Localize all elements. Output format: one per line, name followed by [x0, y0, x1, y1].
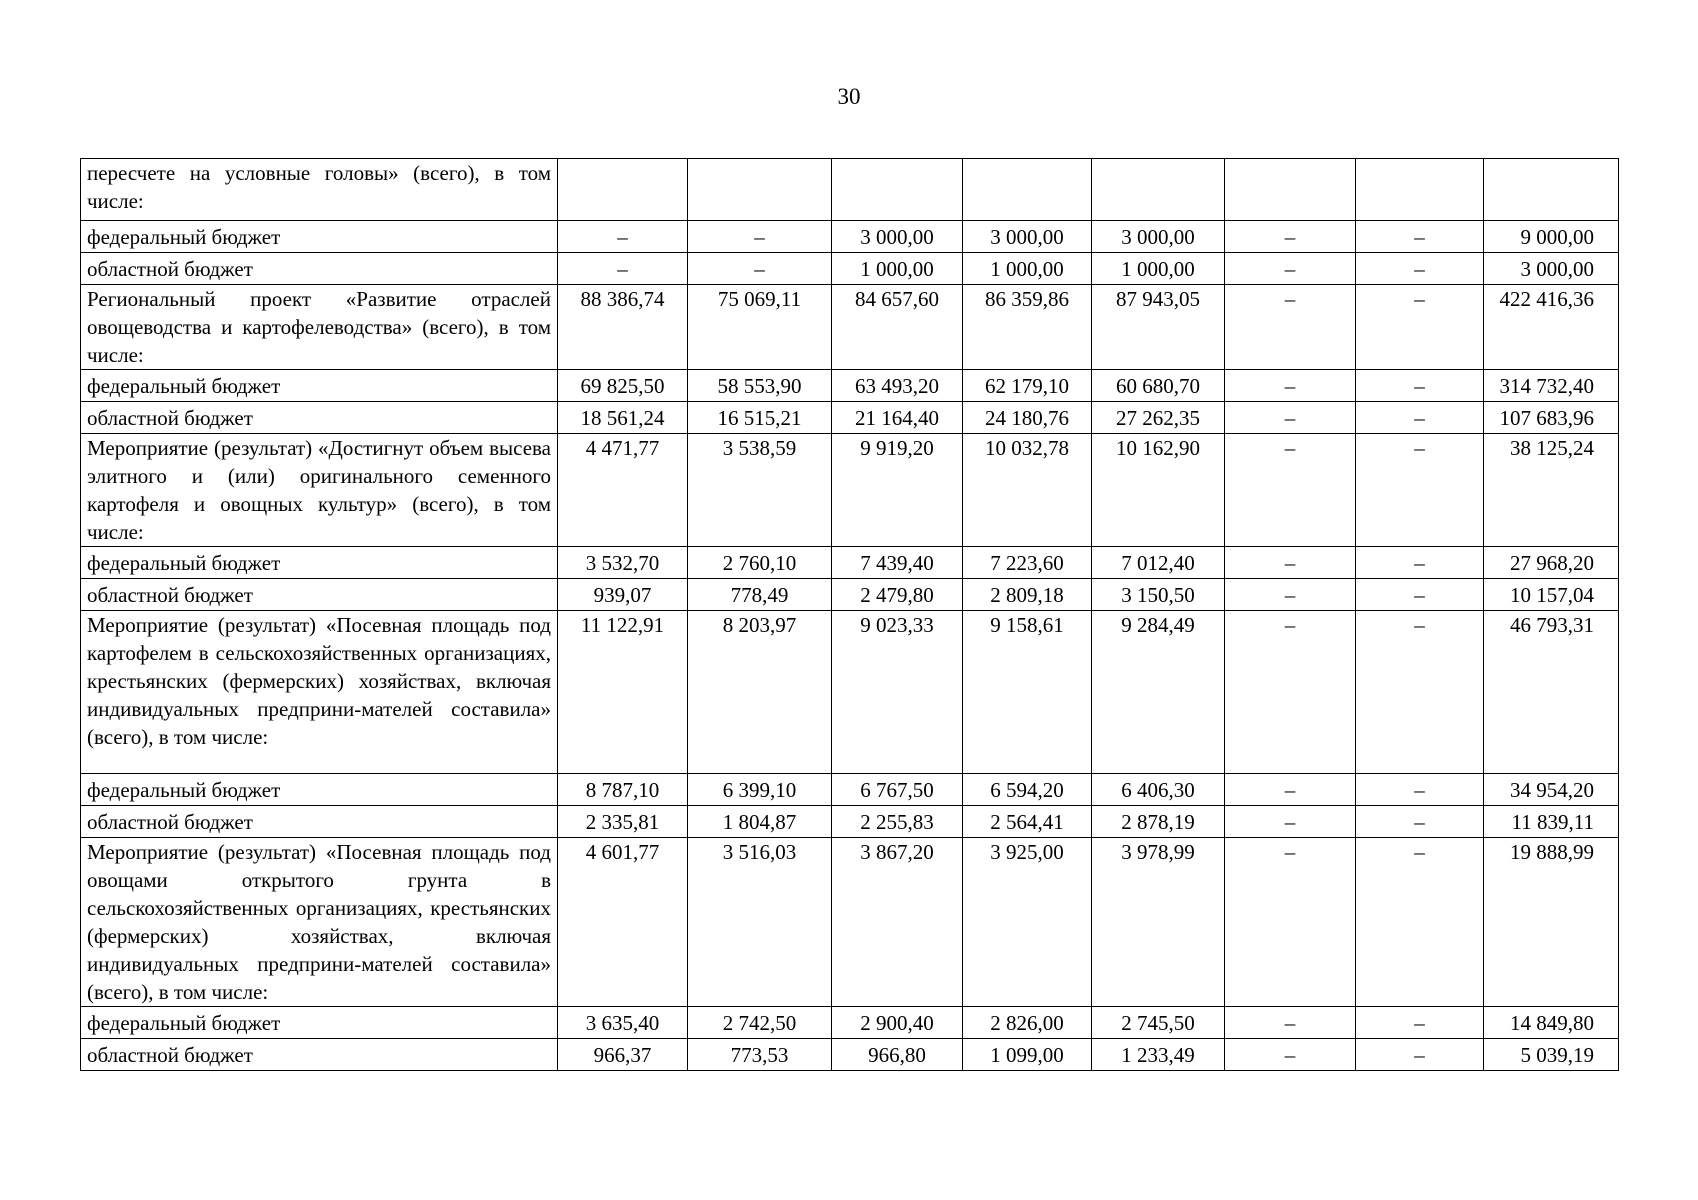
- table-row-section: [81, 611, 1619, 774]
- row-label: областной бюджет: [81, 402, 558, 434]
- value-cell: 87 943,05: [1092, 285, 1225, 370]
- value-cell: [558, 159, 688, 221]
- value-cell: 3 516,03: [688, 838, 832, 1007]
- value-cell: –: [1225, 253, 1356, 285]
- value-cell: –: [558, 221, 688, 253]
- value-cell: 69 825,50: [558, 370, 688, 402]
- value-cell: –: [1225, 434, 1356, 547]
- value-cell: –: [1225, 221, 1356, 253]
- table-row-budget: [81, 547, 1619, 579]
- row-label: федеральный бюджет: [81, 547, 558, 579]
- value-cell: –: [688, 253, 832, 285]
- value-cell: 9 023,33: [832, 611, 963, 774]
- value-cell: [1225, 159, 1356, 221]
- value-cell: 2 809,18: [963, 579, 1092, 611]
- value-cell: 9 284,49: [1092, 611, 1225, 774]
- value-cell: –: [1225, 838, 1356, 1007]
- value-cell: 27 262,35: [1092, 402, 1225, 434]
- value-cell: 1 099,00: [963, 1039, 1092, 1071]
- value-cell: –: [1225, 774, 1356, 806]
- value-cell: –: [1225, 547, 1356, 579]
- value-cell: 8 203,97: [688, 611, 832, 774]
- value-cell: –: [1356, 806, 1484, 838]
- value-cell: 6 767,50: [832, 774, 963, 806]
- value-cell: –: [1356, 547, 1484, 579]
- value-cell: [963, 159, 1092, 221]
- value-cell: 966,80: [832, 1039, 963, 1071]
- table-row-budget: [81, 253, 1619, 285]
- value-cell: 3 000,00: [832, 221, 963, 253]
- value-cell: [688, 159, 832, 221]
- value-cell: 2 335,81: [558, 806, 688, 838]
- value-cell: 11 122,91: [558, 611, 688, 774]
- value-cell: 3 150,50: [1092, 579, 1225, 611]
- row-label: Мероприятие (результат) «Достигнут объем высева элитного и (или) оригинального семенного картофеля и овощных культур» (всего), в том числе:: [81, 434, 558, 547]
- row-label: Мероприятие (результат) «Посевная площадь под овощами открытого грунта в сельскохозяйственных организациях, крестьянских (фермерских) хозяйствах, включая индивидуальных предприни-мателей составила» (всего), в том числе:: [81, 838, 558, 1007]
- value-cell: 75 069,11: [688, 285, 832, 370]
- value-cell: 3 978,99: [1092, 838, 1225, 1007]
- value-cell: –: [1225, 611, 1356, 774]
- value-cell: 3 532,70: [558, 547, 688, 579]
- total-cell: 34 954,20: [1484, 774, 1619, 806]
- value-cell: 2 255,83: [832, 806, 963, 838]
- value-cell: 18 561,24: [558, 402, 688, 434]
- value-cell: –: [1356, 838, 1484, 1007]
- value-cell: 778,49: [688, 579, 832, 611]
- table-row-budget: [81, 1039, 1619, 1071]
- value-cell: 3 000,00: [963, 221, 1092, 253]
- value-cell: 6 594,20: [963, 774, 1092, 806]
- row-label: пересчете на условные головы» (всего), в том числе:: [81, 159, 558, 221]
- value-cell: 4 471,77: [558, 434, 688, 547]
- value-cell: 2 479,80: [832, 579, 963, 611]
- value-cell: 58 553,90: [688, 370, 832, 402]
- value-cell: 8 787,10: [558, 774, 688, 806]
- total-cell: 3 000,00: [1484, 253, 1619, 285]
- value-cell: –: [1356, 221, 1484, 253]
- value-cell: 2 564,41: [963, 806, 1092, 838]
- table-row-budget: [81, 774, 1619, 806]
- total-cell: 46 793,31: [1484, 611, 1619, 774]
- total-cell: 11 839,11: [1484, 806, 1619, 838]
- value-cell: 1 000,00: [832, 253, 963, 285]
- value-cell: –: [1356, 253, 1484, 285]
- total-cell: [1484, 159, 1619, 221]
- table-row-budget: [81, 1007, 1619, 1039]
- row-label: Мероприятие (результат) «Посевная площадь под картофелем в сельскохозяйственных организациях, крестьянских (фермерских) хозяйствах, включая индивидуальных предприни-мателей составила» (всего), в том числе:: [81, 611, 558, 774]
- row-label: областной бюджет: [81, 1039, 558, 1071]
- value-cell: 1 000,00: [1092, 253, 1225, 285]
- value-cell: [832, 159, 963, 221]
- value-cell: –: [1225, 1007, 1356, 1039]
- total-cell: 422 416,36: [1484, 285, 1619, 370]
- table-row-section: [81, 838, 1619, 1007]
- total-cell: 38 125,24: [1484, 434, 1619, 547]
- value-cell: 3 925,00: [963, 838, 1092, 1007]
- value-cell: 9 158,61: [963, 611, 1092, 774]
- value-cell: 6 406,30: [1092, 774, 1225, 806]
- total-cell: 27 968,20: [1484, 547, 1619, 579]
- value-cell: 939,07: [558, 579, 688, 611]
- table-row-budget: [81, 579, 1619, 611]
- value-cell: 62 179,10: [963, 370, 1092, 402]
- table-row-section: [81, 285, 1619, 370]
- total-cell: 10 157,04: [1484, 579, 1619, 611]
- value-cell: 9 919,20: [832, 434, 963, 547]
- value-cell: 84 657,60: [832, 285, 963, 370]
- value-cell: [1092, 159, 1225, 221]
- value-cell: 2 742,50: [688, 1007, 832, 1039]
- row-label: Региональный проект «Развитие отраслей овощеводства и картофелеводства» (всего), в том числе:: [81, 285, 558, 370]
- value-cell: 24 180,76: [963, 402, 1092, 434]
- row-label: федеральный бюджет: [81, 221, 558, 253]
- value-cell: –: [1356, 579, 1484, 611]
- row-label: областной бюджет: [81, 579, 558, 611]
- value-cell: 7 012,40: [1092, 547, 1225, 579]
- value-cell: –: [1225, 806, 1356, 838]
- value-cell: 2 760,10: [688, 547, 832, 579]
- value-cell: 86 359,86: [963, 285, 1092, 370]
- value-cell: 7 439,40: [832, 547, 963, 579]
- row-label: федеральный бюджет: [81, 774, 558, 806]
- table-row-budget: [81, 221, 1619, 253]
- total-cell: 5 039,19: [1484, 1039, 1619, 1071]
- table-row-section: [81, 159, 1619, 221]
- value-cell: 10 162,90: [1092, 434, 1225, 547]
- row-label: областной бюджет: [81, 806, 558, 838]
- value-cell: –: [1225, 285, 1356, 370]
- value-cell: –: [1356, 774, 1484, 806]
- budget-table: [80, 158, 1619, 1071]
- value-cell: 88 386,74: [558, 285, 688, 370]
- value-cell: –: [1356, 434, 1484, 547]
- table-row-budget: [81, 402, 1619, 434]
- value-cell: –: [1225, 370, 1356, 402]
- value-cell: –: [1225, 402, 1356, 434]
- row-label: федеральный бюджет: [81, 370, 558, 402]
- value-cell: 773,53: [688, 1039, 832, 1071]
- value-cell: –: [1356, 285, 1484, 370]
- table-row-budget: [81, 370, 1619, 402]
- table-row-budget: [81, 806, 1619, 838]
- total-cell: 107 683,96: [1484, 402, 1619, 434]
- value-cell: 3 538,59: [688, 434, 832, 547]
- value-cell: 1 233,49: [1092, 1039, 1225, 1071]
- value-cell: 1 804,87: [688, 806, 832, 838]
- value-cell: 7 223,60: [963, 547, 1092, 579]
- total-cell: 314 732,40: [1484, 370, 1619, 402]
- value-cell: 3 867,20: [832, 838, 963, 1007]
- value-cell: –: [1225, 1039, 1356, 1071]
- value-cell: 1 000,00: [963, 253, 1092, 285]
- total-cell: 9 000,00: [1484, 221, 1619, 253]
- value-cell: –: [1356, 1039, 1484, 1071]
- value-cell: 63 493,20: [832, 370, 963, 402]
- value-cell: –: [1356, 370, 1484, 402]
- value-cell: –: [1356, 402, 1484, 434]
- value-cell: –: [1225, 579, 1356, 611]
- value-cell: –: [558, 253, 688, 285]
- value-cell: 10 032,78: [963, 434, 1092, 547]
- value-cell: 16 515,21: [688, 402, 832, 434]
- row-label: федеральный бюджет: [81, 1007, 558, 1039]
- row-label: областной бюджет: [81, 253, 558, 285]
- table-row-section: [81, 434, 1619, 547]
- value-cell: 2 745,50: [1092, 1007, 1225, 1039]
- value-cell: –: [1356, 1007, 1484, 1039]
- value-cell: –: [1356, 611, 1484, 774]
- total-cell: 19 888,99: [1484, 838, 1619, 1007]
- value-cell: 2 826,00: [963, 1007, 1092, 1039]
- value-cell: –: [688, 221, 832, 253]
- value-cell: 966,37: [558, 1039, 688, 1071]
- value-cell: 4 601,77: [558, 838, 688, 1007]
- value-cell: 60 680,70: [1092, 370, 1225, 402]
- value-cell: 21 164,40: [832, 402, 963, 434]
- value-cell: 3 000,00: [1092, 221, 1225, 253]
- value-cell: 6 399,10: [688, 774, 832, 806]
- total-cell: 14 849,80: [1484, 1007, 1619, 1039]
- value-cell: 3 635,40: [558, 1007, 688, 1039]
- value-cell: 2 878,19: [1092, 806, 1225, 838]
- value-cell: 2 900,40: [832, 1007, 963, 1039]
- page-number: 30: [837, 84, 861, 109]
- value-cell: [1356, 159, 1484, 221]
